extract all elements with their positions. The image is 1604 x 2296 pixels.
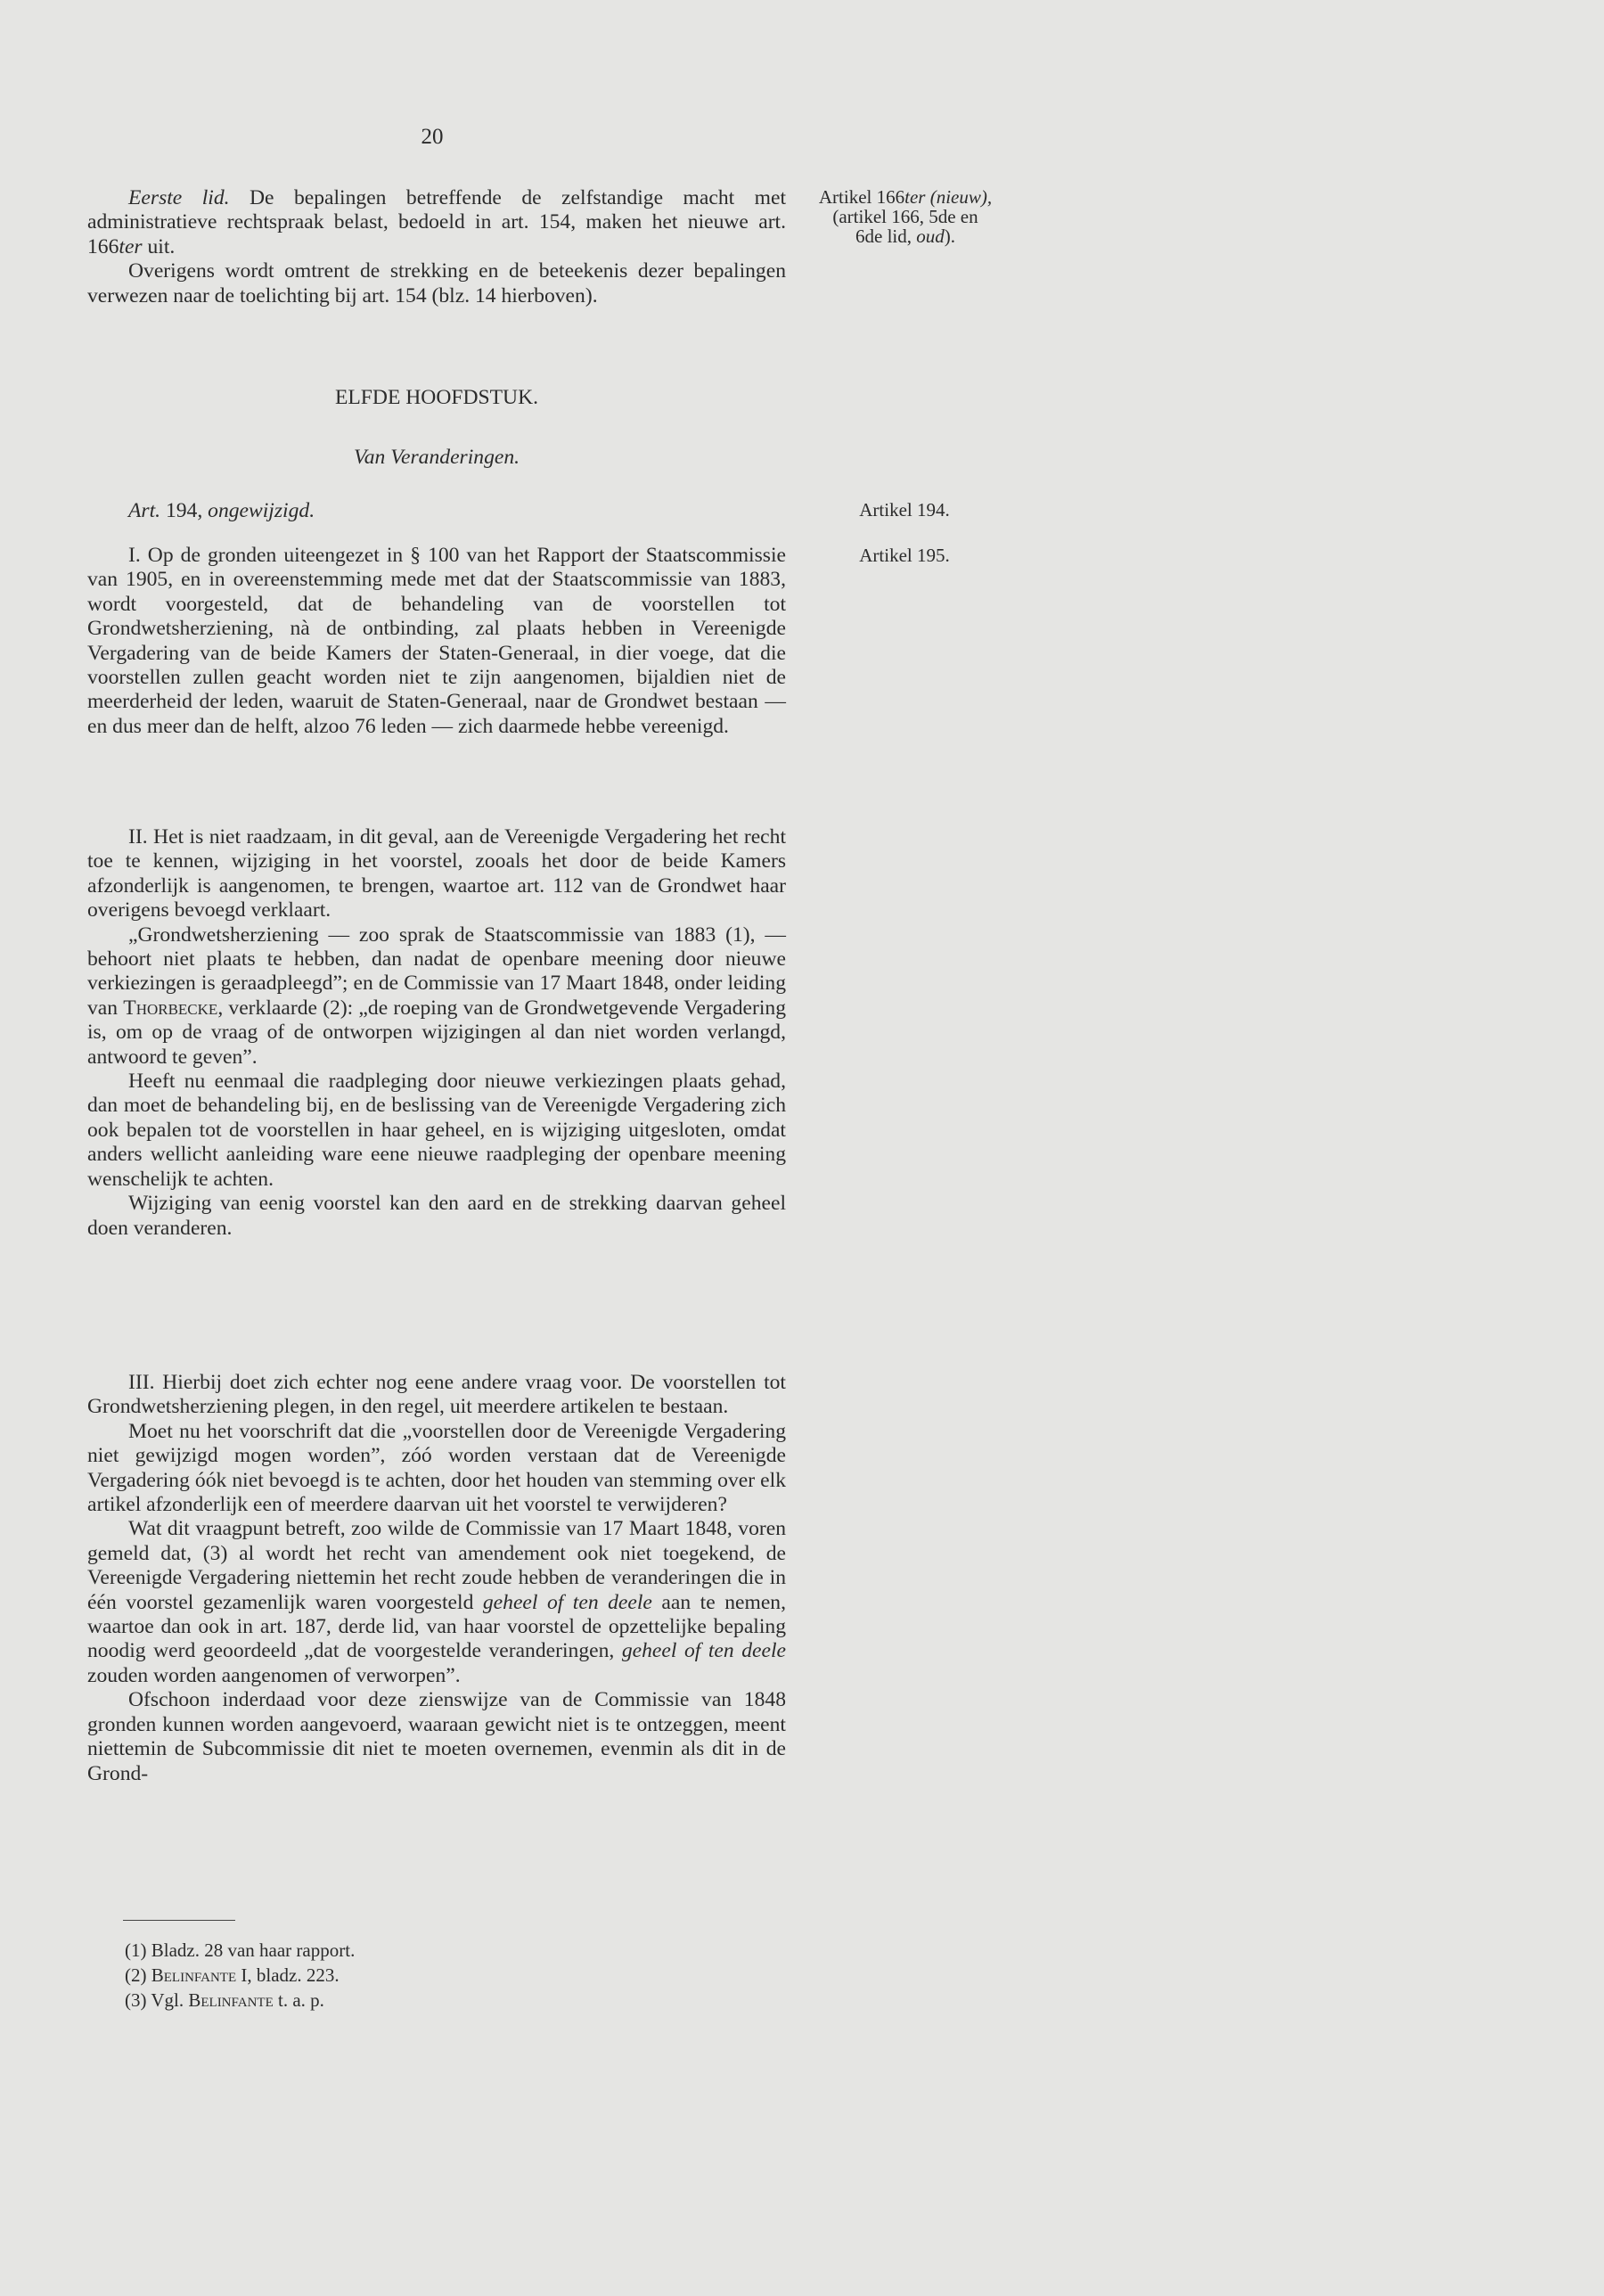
footnote-3: (3) Vgl. Belinfante t. a. p. bbox=[125, 1989, 324, 2011]
lead-italic: Eerste lid. bbox=[128, 186, 230, 209]
section-art-166ter bbox=[87, 186, 786, 308]
chapter-title: ELFDE HOOFDSTUK. bbox=[334, 386, 539, 409]
paragraph: „Grondwetsherziening — zoo sprak de Staatscommissie van 1883 (1), — behoort niet plaats te hebben, dan nadat de openbare meening door nieuwe verkiezingen is geraadpleegd”; en de Commissie van 17 Maart 1848, onder leiding van Thorbecke, verklaarde (2): „de roeping van de Grondwetgevende Vergadering is, om op de vraag of de ontworpen wijzigingen al dan niet worden verlangd, antwoord te geven”. bbox=[87, 922, 787, 1069]
person-name: Thorbecke bbox=[123, 996, 218, 1020]
margin-note-166ter: Artikel 166ter (nieuw), (artikel 166, 5de en 6de lid, oud). bbox=[818, 186, 993, 247]
section-I: I. Op de gronden uiteengezet in § 100 van het Rapport der Staatscommissie van 1905, en in overeenstemming mede met dat der Staatscommissie van 1883, wordt voorgesteld, dat de behandeling van de voorstellen tot Grondwetsherziening, nà de ontbinding, zal plaats hebben in Vereenigde Vergadering van de beide Kamers der Staten-Generaal, in dier voege, dat die voorstellen zullen geacht worden niet te zijn aangenomen, bijaldien niet de meerderheid der leden, waaruit de Staten-Generaal, naar de Grondwet bestaan — en dus meer dan de helft, alzoo 76 leden — zich daarmede hebbe vereenigd. bbox=[87, 544, 786, 738]
paragraph: Wat dit vraagpunt betreft, zoo wilde de Commissie van 17 Maart 1848, voren gemeld dat, (3) al wordt het recht van amendement ook niet toegekend, de Vereenigde Vergadering niettemin het recht zoude hebben de veranderingen die in één voorstel gezamenlijk waren voorgesteld geheel of ten deele aan te nemen, waartoe dan ook in art. 187, derde lid, van haar voorstel de opzettelijke bepaling noodig werd geoordeeld „dat de voorgestelde veranderingen, geheel of ten deele zouden worden aangenomen of verworpen”. bbox=[87, 1517, 786, 1687]
margin-note-194: Artikel 194. bbox=[859, 499, 950, 521]
paragraph: Overigens wordt omtrent de strekking en de beteekenis dezer bepalingen verwezen naar de toelichting bij art. 154 (blz. 14 hierboven). bbox=[87, 259, 786, 308]
page-number: 20 bbox=[421, 125, 444, 149]
section-II: II. Het is niet raadzaam, in dit geval, aan de Vereenigde Vergadering het recht toe te kennen, wijziging in het voorstel, zooals het door de beide Kamers afzonderlijk is aangenomen, te brengen, waartoe art. 112 van de Grondwet haar overigens bevoegd verklaart. „Grondwetsherziening — zoo sprak de Staatscommissie van 1883 (1), — behoort niet plaats te hebben, dan nadat de openbare meening door nieuwe verkiezingen is geraadpleegd”; en de Commissie van 17 Maart 1848, onder leiding van Thorbecke, verklaarde (2): „de roeping van de Grondwetgevende Vergadering is, om op de vraag of de ontworpen wijzigingen al dan niet worden verlangd, antwoord te geven”. Heeft nu eenmaal die raadpleging door nieuwe verkiezingen plaats gehad, dan moet de behandeling bij, en de beslissing van de Vereenigde Vergadering zich ook bepalen tot de voorstellen in haar geheel, en is wijziging uitgesloten, omdat anders wellicht aanleiding ware eene nieuwe raadpleging der openbare meening wenschelijk te achten. Wijziging van eenig voorstel kan den aard en de strekking daarvan geheel doen veranderen. bbox=[87, 825, 787, 1240]
paragraph: Eerste lid. De bepalingen betreffende de zelfstandige macht met administratieve rechtspraak belast, bedoeld in art. 154, maken het nieuwe art. 166ter uit. bbox=[87, 186, 786, 258]
footnote-rule bbox=[123, 1920, 235, 1921]
margin-note-195: Artikel 195. bbox=[859, 545, 950, 566]
footnote-1: (1) Bladz. 28 van haar rapport. bbox=[125, 1939, 356, 1961]
section-III: III. Hierbij doet zich echter nog eene andere vraag voor. De voorstellen tot Grondwetsherziening plegen, in den regel, uit meerdere artikelen te bestaan. Moet nu het voorschrift dat die „voorstellen door de Vereenigde Vergadering niet gewijzigd mogen worden”, zóó worden verstaan dat de Vereenigde Vergadering óók niet bevoegd is te achten, door het houden van stemming over elk artikel afzonderlijk een of meerdere daarvan uit het voorstel te verwijderen? Wat dit vraagpunt betreft, zoo wilde de Commissie van 17 Maart 1848, voren gemeld dat, (3) al wordt het recht van amendement ook niet toegekend, de Vereenigde Vergadering niettemin het recht zoude hebben de veranderingen die in één voorstel gezamenlijk waren voorgesteld geheel of ten deele aan te nemen, waartoe dan ook in art. 187, derde lid, van haar voorstel de opzettelijke bepaling noodig werd geoordeeld „dat de voorgestelde veranderingen, geheel of ten deele zouden worden aangenomen of verworpen”. Ofschoon inderdaad voor deze zienswijze van de Commissie van 1848 gronden kunnen worden aangevoerd, waaraan gewicht niet is te ontzeggen, meent niettemin de Subcommissie dit niet te moeten overnemen, evenmin als dit in de Grond- bbox=[87, 1371, 786, 1785]
art-194-heading: Art. 194, ongewijzigd. bbox=[128, 499, 315, 522]
chapter-subtitle: Van Veranderingen. bbox=[353, 446, 520, 469]
footnote-2: (2) Belinfante I, bladz. 223. bbox=[125, 1964, 340, 1986]
